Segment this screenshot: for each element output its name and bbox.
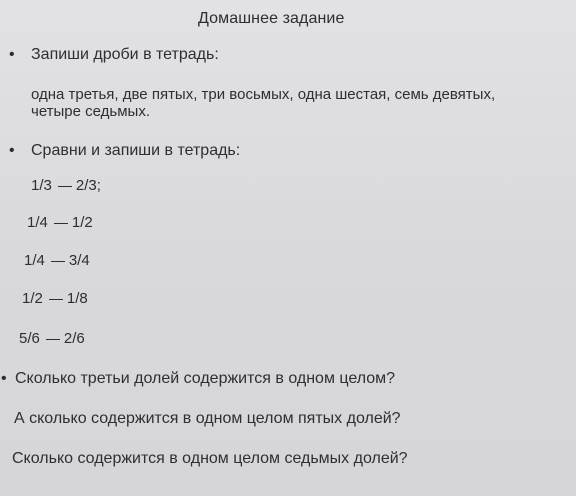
answer-blank (54, 223, 68, 224)
task3-question1: Сколько третьи долей содержится в одном целом? (15, 370, 396, 387)
task1-fractions-line1: одна третья, две пятых, три восьмых, одна шестая, семь девятых, (31, 86, 496, 103)
comparison-row (19, 330, 85, 347)
fraction-left: 1/2 (22, 290, 43, 307)
bullet-task1: • (9, 46, 15, 63)
fraction-right: 1/2 (71, 214, 93, 231)
answer-blank (49, 299, 63, 300)
fraction-left: 1/4 (27, 214, 48, 231)
fraction-right: 3/4 (68, 252, 90, 269)
fraction-left: 1/4 (24, 252, 45, 269)
bullet-task3: • (1, 370, 7, 387)
fraction-right: 2/6 (63, 330, 85, 347)
task1-heading: Запиши дроби в тетрадь: (31, 46, 219, 63)
fraction-left: 1/3 (31, 177, 52, 194)
fraction-right: 2/3; (75, 177, 101, 194)
fraction-left: 5/6 (19, 330, 40, 347)
answer-blank (58, 186, 72, 187)
task2-heading: Сравни и запиши в тетрадь: (31, 142, 241, 159)
task1-fractions-line2: четыре седьмых. (31, 103, 151, 120)
comparison-row (24, 252, 90, 269)
answer-blank (46, 339, 60, 340)
answer-blank (51, 261, 65, 262)
comparison-row (22, 290, 88, 307)
page-title: Домашнее задание (198, 10, 345, 27)
fraction-right: 1/8 (66, 290, 88, 307)
comparison-row (31, 177, 101, 194)
task3-question2: А сколько содержится в одном целом пятых долей? (14, 410, 401, 427)
task3-question3: Сколько содержится в одном целом седьмых долей? (12, 450, 408, 467)
comparison-row (27, 214, 93, 231)
bullet-task2: • (9, 142, 15, 159)
